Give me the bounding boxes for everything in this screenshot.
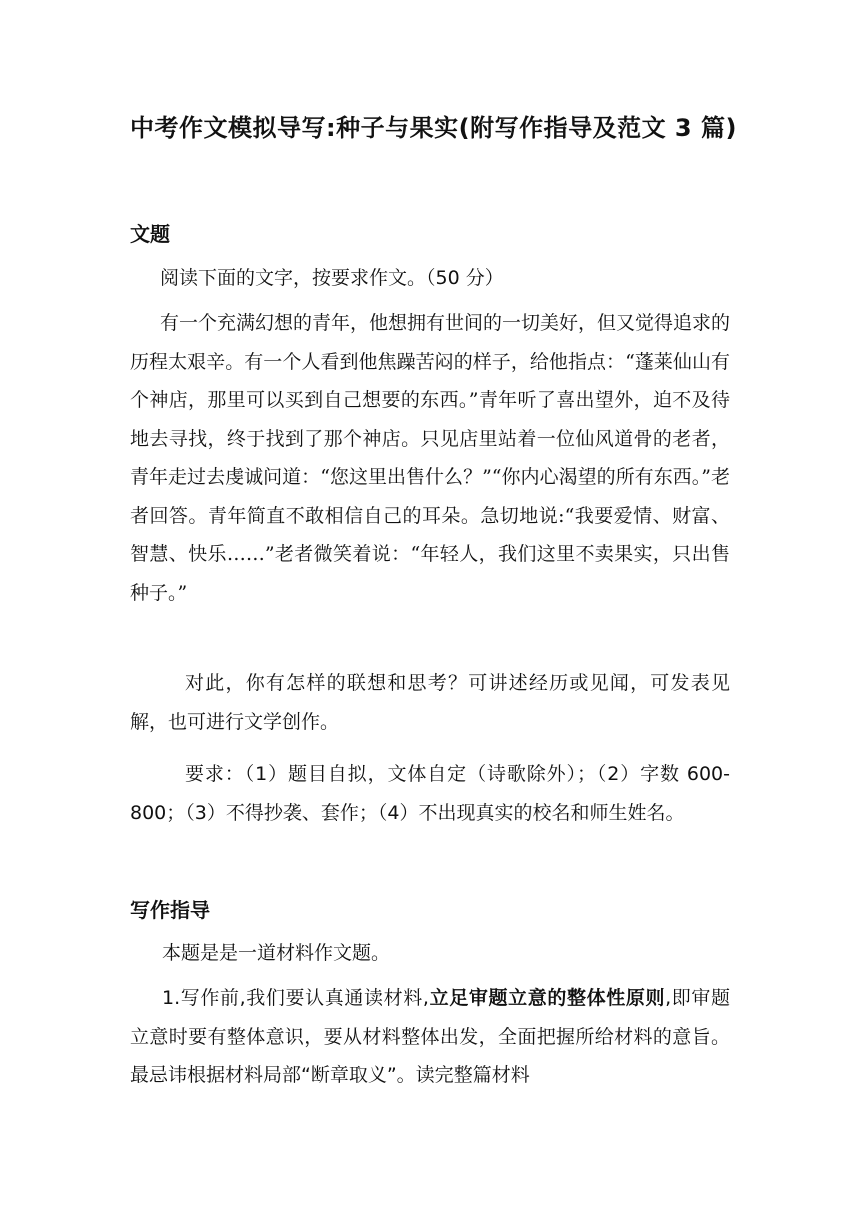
guide-point-1-lead: 1.写作前,我们要认真通读材料, (162, 987, 429, 1009)
requirements-paragraph: 要求：（1）题目自拟，文体自定（诗歌除外）；（2）字数 600-800；（3）不得抄袭、套作；（4）不出现真实的校名和师生姓名。 (130, 763, 730, 824)
guide-point-1-rest: ,即审题立意时要有整体意识，要从材料整体出发，全面把握所给材料的意旨。最忌讳根据材料局部“断章取义”。读完整篇材料 (130, 987, 730, 1086)
guide-intro-paragraph: 本题是是一道材料作文题。 (162, 942, 391, 964)
guide-point-1-paragraph (130, 979, 730, 1095)
story-paragraph: 有一个充满幻想的青年，他想拥有世间的一切美好，但又觉得追求的历程太艰辛。有一个人看到他焦躁苦闷的样子，给他指点：“蓬莱仙山有个神店，那里可以买到自己想要的东西。”青年听了喜出望外，迫不及待地去寻找，终于找到了那个神店。只见店里站着一位仙风道骨的老者，青年走过去虔诚问道：“您这里出售什么？”“你内心渴望的所有东西。”老者回答。青年简直不敢相信自己的耳朵。急切地说:“我要爱情、财富、智慧、快乐……”老者微笑着说：“年轻人，我们这里不卖果实，只出售种子。” (130, 312, 731, 604)
guide-point-1-emphasis: 立足审题立意的整体性原则 (428, 987, 666, 1009)
instruction-paragraph: 阅读下面的文字，按要求作文。（50 分） (160, 267, 504, 289)
section-heading-topic: 文题 (130, 222, 170, 246)
prompt-paragraph: 对此，你有怎样的联想和思考？可讲述经历或见闻，可发表见解，也可进行文学创作。 (130, 672, 730, 733)
document-title: 中考作文模拟导写:种子与果实(附写作指导及范文 3 篇) (130, 114, 737, 142)
section-heading-guide: 写作指导 (130, 898, 210, 922)
